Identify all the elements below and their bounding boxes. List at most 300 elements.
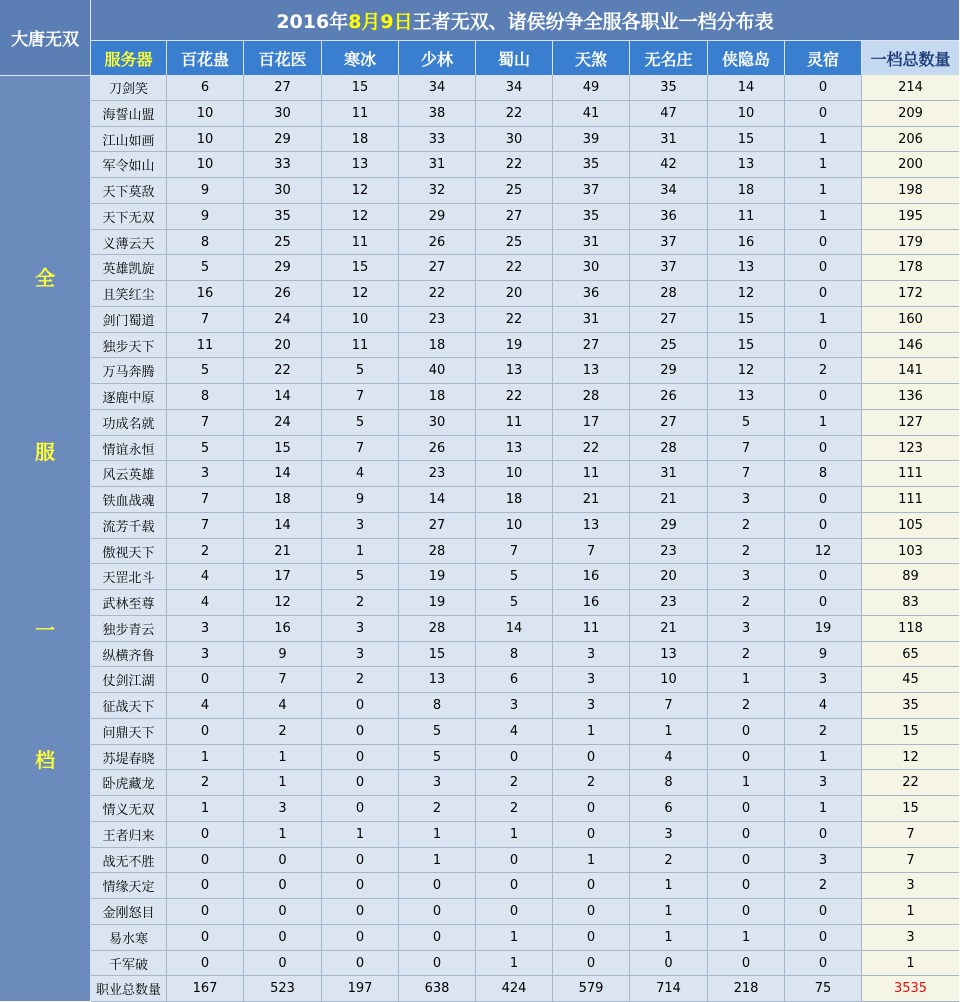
count-cell: 4 bbox=[167, 693, 244, 719]
count-cell: 11 bbox=[476, 410, 553, 436]
row-total: 214 bbox=[862, 75, 959, 101]
count-cell: 23 bbox=[399, 461, 476, 487]
count-cell: 28 bbox=[630, 281, 708, 307]
count-cell: 0 bbox=[708, 951, 785, 976]
count-cell: 32 bbox=[399, 178, 476, 204]
brand-label: 大唐无双 bbox=[0, 0, 91, 75]
count-cell: 7 bbox=[322, 436, 399, 461]
count-cell: 21 bbox=[630, 487, 708, 513]
title-date: 8月9日 bbox=[348, 10, 413, 33]
count-cell: 2 bbox=[399, 796, 476, 822]
count-cell: 5 bbox=[167, 436, 244, 461]
count-cell: 0 bbox=[322, 770, 399, 796]
count-cell: 1 bbox=[553, 719, 630, 745]
count-cell: 3 bbox=[553, 642, 630, 667]
count-cell: 20 bbox=[244, 333, 322, 358]
count-cell: 1 bbox=[785, 127, 862, 152]
footer-class-total: 424 bbox=[476, 976, 553, 1002]
count-cell: 40 bbox=[399, 358, 476, 384]
count-cell: 23 bbox=[399, 307, 476, 333]
header-class: 天煞 bbox=[553, 40, 630, 75]
count-cell: 14 bbox=[399, 487, 476, 513]
row-total: 160 bbox=[862, 307, 959, 333]
count-cell: 11 bbox=[322, 101, 399, 127]
count-cell: 19 bbox=[399, 590, 476, 616]
count-cell: 0 bbox=[785, 101, 862, 127]
count-cell: 3 bbox=[785, 848, 862, 873]
count-cell: 0 bbox=[785, 281, 862, 307]
count-cell: 6 bbox=[476, 667, 553, 693]
count-cell: 0 bbox=[167, 822, 244, 848]
server-name: 纵横齐鲁 bbox=[91, 642, 167, 667]
count-cell: 5 bbox=[399, 719, 476, 745]
count-cell: 11 bbox=[553, 616, 630, 642]
count-cell: 13 bbox=[322, 152, 399, 178]
count-cell: 33 bbox=[399, 127, 476, 152]
count-cell: 2 bbox=[630, 848, 708, 873]
count-cell: 26 bbox=[630, 384, 708, 410]
count-cell: 12 bbox=[244, 590, 322, 616]
count-cell: 0 bbox=[322, 899, 399, 925]
count-cell: 18 bbox=[399, 333, 476, 358]
count-cell: 2 bbox=[785, 873, 862, 899]
count-cell: 2 bbox=[167, 770, 244, 796]
count-cell: 5 bbox=[322, 358, 399, 384]
count-cell: 9 bbox=[244, 642, 322, 667]
count-cell: 19 bbox=[785, 616, 862, 642]
count-cell: 3 bbox=[476, 693, 553, 719]
count-cell: 3 bbox=[167, 616, 244, 642]
count-cell: 0 bbox=[708, 899, 785, 925]
count-cell: 27 bbox=[399, 513, 476, 539]
count-cell: 1 bbox=[785, 307, 862, 333]
count-cell: 3 bbox=[322, 513, 399, 539]
count-cell: 0 bbox=[476, 848, 553, 873]
count-cell: 7 bbox=[708, 436, 785, 461]
count-cell: 3 bbox=[785, 667, 862, 693]
table-title bbox=[91, 0, 959, 40]
count-cell: 39 bbox=[553, 127, 630, 152]
count-cell: 18 bbox=[399, 384, 476, 410]
count-cell: 22 bbox=[476, 152, 553, 178]
count-cell: 15 bbox=[708, 127, 785, 152]
count-cell: 1 bbox=[708, 667, 785, 693]
server-name: 苏堤春晓 bbox=[91, 745, 167, 770]
count-cell: 22 bbox=[553, 436, 630, 461]
count-cell: 12 bbox=[322, 178, 399, 204]
row-total: 7 bbox=[862, 822, 959, 848]
count-cell: 25 bbox=[630, 333, 708, 358]
count-cell: 4 bbox=[167, 564, 244, 590]
header-class: 侠隐岛 bbox=[708, 40, 785, 75]
count-cell: 30 bbox=[244, 178, 322, 204]
count-cell: 12 bbox=[708, 281, 785, 307]
count-cell: 31 bbox=[630, 461, 708, 487]
count-cell: 0 bbox=[553, 899, 630, 925]
count-cell: 10 bbox=[167, 127, 244, 152]
count-cell: 27 bbox=[630, 307, 708, 333]
footer-class-total: 218 bbox=[708, 976, 785, 1002]
count-cell: 27 bbox=[630, 410, 708, 436]
server-name: 功成名就 bbox=[91, 410, 167, 436]
count-cell: 12 bbox=[708, 358, 785, 384]
count-cell: 0 bbox=[785, 436, 862, 461]
footer-class-total: 714 bbox=[630, 976, 708, 1002]
side-label-column bbox=[0, 75, 91, 1001]
count-cell: 0 bbox=[322, 745, 399, 770]
count-cell: 3 bbox=[708, 487, 785, 513]
count-cell: 0 bbox=[708, 822, 785, 848]
count-cell: 1 bbox=[476, 822, 553, 848]
count-cell: 13 bbox=[708, 152, 785, 178]
count-cell: 9 bbox=[167, 204, 244, 230]
count-cell: 18 bbox=[322, 127, 399, 152]
count-cell: 41 bbox=[553, 101, 630, 127]
count-cell: 0 bbox=[785, 822, 862, 848]
count-cell: 1 bbox=[399, 848, 476, 873]
count-cell: 5 bbox=[322, 564, 399, 590]
grand-total: 3535 bbox=[862, 976, 959, 1002]
count-cell: 1 bbox=[244, 770, 322, 796]
count-cell: 13 bbox=[708, 384, 785, 410]
count-cell: 0 bbox=[322, 925, 399, 951]
row-total: 15 bbox=[862, 796, 959, 822]
count-cell: 3 bbox=[322, 642, 399, 667]
header-class: 少林 bbox=[399, 40, 476, 75]
footer-class-total: 75 bbox=[785, 976, 862, 1002]
count-cell: 9 bbox=[785, 642, 862, 667]
count-cell: 20 bbox=[476, 281, 553, 307]
count-cell: 1 bbox=[785, 178, 862, 204]
count-cell: 0 bbox=[322, 693, 399, 719]
count-cell: 31 bbox=[553, 230, 630, 255]
row-total: 22 bbox=[862, 770, 959, 796]
count-cell: 3 bbox=[708, 616, 785, 642]
server-name: 万马奔腾 bbox=[91, 358, 167, 384]
count-cell: 0 bbox=[553, 745, 630, 770]
count-cell: 10 bbox=[322, 307, 399, 333]
header-class: 寒冰 bbox=[322, 40, 399, 75]
header-class: 百花医 bbox=[244, 40, 322, 75]
count-cell: 0 bbox=[785, 255, 862, 281]
count-cell: 16 bbox=[553, 564, 630, 590]
count-cell: 17 bbox=[244, 564, 322, 590]
count-cell: 2 bbox=[476, 796, 553, 822]
server-name: 剑门蜀道 bbox=[91, 307, 167, 333]
count-cell: 4 bbox=[630, 745, 708, 770]
count-cell: 15 bbox=[399, 642, 476, 667]
row-total: 206 bbox=[862, 127, 959, 152]
row-total: 1 bbox=[862, 899, 959, 925]
count-cell: 2 bbox=[553, 770, 630, 796]
server-name: 铁血战魂 bbox=[91, 487, 167, 513]
count-cell: 0 bbox=[244, 951, 322, 976]
count-cell: 27 bbox=[553, 333, 630, 358]
count-cell: 28 bbox=[399, 616, 476, 642]
count-cell: 0 bbox=[244, 925, 322, 951]
side-label-char: 档 bbox=[35, 748, 55, 772]
row-total: 200 bbox=[862, 152, 959, 178]
count-cell: 12 bbox=[322, 281, 399, 307]
count-cell: 22 bbox=[476, 101, 553, 127]
count-cell: 8 bbox=[785, 461, 862, 487]
count-cell: 16 bbox=[244, 616, 322, 642]
count-cell: 0 bbox=[476, 873, 553, 899]
count-cell: 0 bbox=[708, 848, 785, 873]
server-name: 逐鹿中原 bbox=[91, 384, 167, 410]
server-name: 情谊永恒 bbox=[91, 436, 167, 461]
server-name: 千军破 bbox=[91, 951, 167, 976]
row-total: 178 bbox=[862, 255, 959, 281]
count-cell: 11 bbox=[167, 333, 244, 358]
count-cell: 31 bbox=[553, 307, 630, 333]
count-cell: 20 bbox=[630, 564, 708, 590]
count-cell: 6 bbox=[630, 796, 708, 822]
count-cell: 1 bbox=[167, 796, 244, 822]
count-cell: 7 bbox=[167, 513, 244, 539]
count-cell: 13 bbox=[476, 436, 553, 461]
count-cell: 1 bbox=[322, 539, 399, 564]
count-cell: 0 bbox=[785, 333, 862, 358]
count-cell: 7 bbox=[708, 461, 785, 487]
count-cell: 15 bbox=[708, 307, 785, 333]
count-cell: 37 bbox=[553, 178, 630, 204]
count-cell: 13 bbox=[553, 513, 630, 539]
count-cell: 0 bbox=[708, 873, 785, 899]
count-cell: 0 bbox=[553, 873, 630, 899]
count-cell: 5 bbox=[476, 590, 553, 616]
count-cell: 6 bbox=[167, 75, 244, 101]
footer-class-total: 197 bbox=[322, 976, 399, 1002]
count-cell: 22 bbox=[476, 307, 553, 333]
count-cell: 14 bbox=[244, 513, 322, 539]
count-cell: 8 bbox=[630, 770, 708, 796]
row-total: 127 bbox=[862, 410, 959, 436]
count-cell: 0 bbox=[785, 564, 862, 590]
count-cell: 5 bbox=[167, 255, 244, 281]
count-cell: 0 bbox=[785, 899, 862, 925]
server-name: 傲视天下 bbox=[91, 539, 167, 564]
count-cell: 2 bbox=[708, 693, 785, 719]
count-cell: 0 bbox=[244, 873, 322, 899]
count-cell: 12 bbox=[322, 204, 399, 230]
side-label-char: 服 bbox=[35, 440, 55, 464]
count-cell: 25 bbox=[476, 178, 553, 204]
row-total: 7 bbox=[862, 848, 959, 873]
count-cell: 4 bbox=[167, 590, 244, 616]
count-cell: 2 bbox=[322, 667, 399, 693]
count-cell: 7 bbox=[476, 539, 553, 564]
count-cell: 10 bbox=[476, 513, 553, 539]
row-total: 89 bbox=[862, 564, 959, 590]
server-name: 独步青云 bbox=[91, 616, 167, 642]
header-class: 无名庄 bbox=[630, 40, 708, 75]
count-cell: 30 bbox=[553, 255, 630, 281]
count-cell: 3 bbox=[553, 693, 630, 719]
count-cell: 0 bbox=[630, 951, 708, 976]
count-cell: 0 bbox=[708, 745, 785, 770]
row-total: 141 bbox=[862, 358, 959, 384]
row-total: 15 bbox=[862, 719, 959, 745]
count-cell: 0 bbox=[322, 951, 399, 976]
server-name: 情义无双 bbox=[91, 796, 167, 822]
count-cell: 28 bbox=[399, 539, 476, 564]
row-total: 123 bbox=[862, 436, 959, 461]
count-cell: 29 bbox=[630, 513, 708, 539]
count-cell: 30 bbox=[476, 127, 553, 152]
count-cell: 35 bbox=[553, 204, 630, 230]
count-cell: 8 bbox=[167, 384, 244, 410]
row-total: 65 bbox=[862, 642, 959, 667]
count-cell: 7 bbox=[167, 487, 244, 513]
count-cell: 1 bbox=[630, 873, 708, 899]
count-cell: 10 bbox=[476, 461, 553, 487]
count-cell: 1 bbox=[476, 951, 553, 976]
count-cell: 1 bbox=[785, 204, 862, 230]
count-cell: 0 bbox=[785, 487, 862, 513]
row-total: 3 bbox=[862, 925, 959, 951]
server-name: 风云英雄 bbox=[91, 461, 167, 487]
count-cell: 1 bbox=[244, 745, 322, 770]
count-cell: 13 bbox=[399, 667, 476, 693]
count-cell: 7 bbox=[167, 410, 244, 436]
count-cell: 0 bbox=[553, 796, 630, 822]
count-cell: 22 bbox=[476, 255, 553, 281]
count-cell: 11 bbox=[322, 333, 399, 358]
count-cell: 10 bbox=[167, 152, 244, 178]
count-cell: 3 bbox=[630, 822, 708, 848]
count-cell: 13 bbox=[476, 358, 553, 384]
row-total: 105 bbox=[862, 513, 959, 539]
count-cell: 21 bbox=[630, 616, 708, 642]
row-total: 198 bbox=[862, 178, 959, 204]
row-total: 179 bbox=[862, 230, 959, 255]
count-cell: 16 bbox=[708, 230, 785, 255]
count-cell: 24 bbox=[244, 410, 322, 436]
title-text: 王者无双、诸侯纷争全服各职业一档分布表 bbox=[412, 10, 774, 33]
header-class: 百花蛊 bbox=[167, 40, 244, 75]
count-cell: 5 bbox=[476, 564, 553, 590]
count-cell: 25 bbox=[476, 230, 553, 255]
count-cell: 42 bbox=[630, 152, 708, 178]
server-name: 天下无双 bbox=[91, 204, 167, 230]
count-cell: 4 bbox=[322, 461, 399, 487]
count-cell: 13 bbox=[553, 358, 630, 384]
count-cell: 1 bbox=[476, 925, 553, 951]
count-cell: 0 bbox=[399, 951, 476, 976]
side-label-char: 全 bbox=[35, 266, 55, 290]
count-cell: 0 bbox=[167, 951, 244, 976]
count-cell: 28 bbox=[553, 384, 630, 410]
count-cell: 29 bbox=[244, 127, 322, 152]
count-cell: 25 bbox=[244, 230, 322, 255]
count-cell: 3 bbox=[167, 642, 244, 667]
count-cell: 0 bbox=[399, 873, 476, 899]
count-cell: 37 bbox=[630, 255, 708, 281]
count-cell: 12 bbox=[785, 539, 862, 564]
count-cell: 34 bbox=[399, 75, 476, 101]
count-cell: 2 bbox=[785, 719, 862, 745]
count-cell: 1 bbox=[167, 745, 244, 770]
count-cell: 27 bbox=[244, 75, 322, 101]
server-name: 卧虎藏龙 bbox=[91, 770, 167, 796]
count-cell: 0 bbox=[553, 925, 630, 951]
count-cell: 8 bbox=[399, 693, 476, 719]
count-cell: 3 bbox=[708, 564, 785, 590]
count-cell: 0 bbox=[785, 75, 862, 101]
count-cell: 11 bbox=[708, 204, 785, 230]
count-cell: 0 bbox=[553, 822, 630, 848]
count-cell: 4 bbox=[244, 693, 322, 719]
count-cell: 29 bbox=[630, 358, 708, 384]
count-cell: 3 bbox=[322, 616, 399, 642]
count-cell: 9 bbox=[167, 178, 244, 204]
count-cell: 11 bbox=[553, 461, 630, 487]
server-name: 王者归来 bbox=[91, 822, 167, 848]
header-class: 蜀山 bbox=[476, 40, 553, 75]
header-class: 灵宿 bbox=[785, 40, 862, 75]
server-name: 且笑红尘 bbox=[91, 281, 167, 307]
count-cell: 0 bbox=[785, 951, 862, 976]
count-cell: 0 bbox=[785, 590, 862, 616]
count-cell: 5 bbox=[708, 410, 785, 436]
side-label-char: 一 bbox=[35, 618, 55, 642]
count-cell: 14 bbox=[476, 616, 553, 642]
count-cell: 23 bbox=[630, 590, 708, 616]
count-cell: 3 bbox=[167, 461, 244, 487]
count-cell: 22 bbox=[244, 358, 322, 384]
server-name: 战无不胜 bbox=[91, 848, 167, 873]
count-cell: 2 bbox=[244, 719, 322, 745]
count-cell: 0 bbox=[244, 848, 322, 873]
server-name: 义薄云天 bbox=[91, 230, 167, 255]
count-cell: 0 bbox=[167, 667, 244, 693]
server-name: 天下莫敌 bbox=[91, 178, 167, 204]
count-cell: 26 bbox=[399, 436, 476, 461]
count-cell: 0 bbox=[476, 899, 553, 925]
server-name: 流芳千载 bbox=[91, 513, 167, 539]
count-cell: 0 bbox=[322, 796, 399, 822]
count-cell: 21 bbox=[553, 487, 630, 513]
server-name: 金刚怒目 bbox=[91, 899, 167, 925]
count-cell: 15 bbox=[708, 333, 785, 358]
count-cell: 2 bbox=[708, 513, 785, 539]
count-cell: 15 bbox=[244, 436, 322, 461]
count-cell: 38 bbox=[399, 101, 476, 127]
count-cell: 9 bbox=[322, 487, 399, 513]
count-cell: 0 bbox=[322, 719, 399, 745]
server-name: 情缘天定 bbox=[91, 873, 167, 899]
count-cell: 1 bbox=[708, 925, 785, 951]
count-cell: 29 bbox=[244, 255, 322, 281]
count-cell: 0 bbox=[708, 796, 785, 822]
count-cell: 7 bbox=[244, 667, 322, 693]
count-cell: 37 bbox=[630, 230, 708, 255]
count-cell: 0 bbox=[399, 899, 476, 925]
server-name: 征战天下 bbox=[91, 693, 167, 719]
server-name: 独步天下 bbox=[91, 333, 167, 358]
row-total: 83 bbox=[862, 590, 959, 616]
count-cell: 1 bbox=[553, 848, 630, 873]
count-cell: 4 bbox=[476, 719, 553, 745]
count-cell: 29 bbox=[399, 204, 476, 230]
count-cell: 3 bbox=[399, 770, 476, 796]
server-name: 天罡北斗 bbox=[91, 564, 167, 590]
count-cell: 19 bbox=[476, 333, 553, 358]
count-cell: 0 bbox=[553, 951, 630, 976]
count-cell: 15 bbox=[322, 255, 399, 281]
count-cell: 3 bbox=[553, 667, 630, 693]
